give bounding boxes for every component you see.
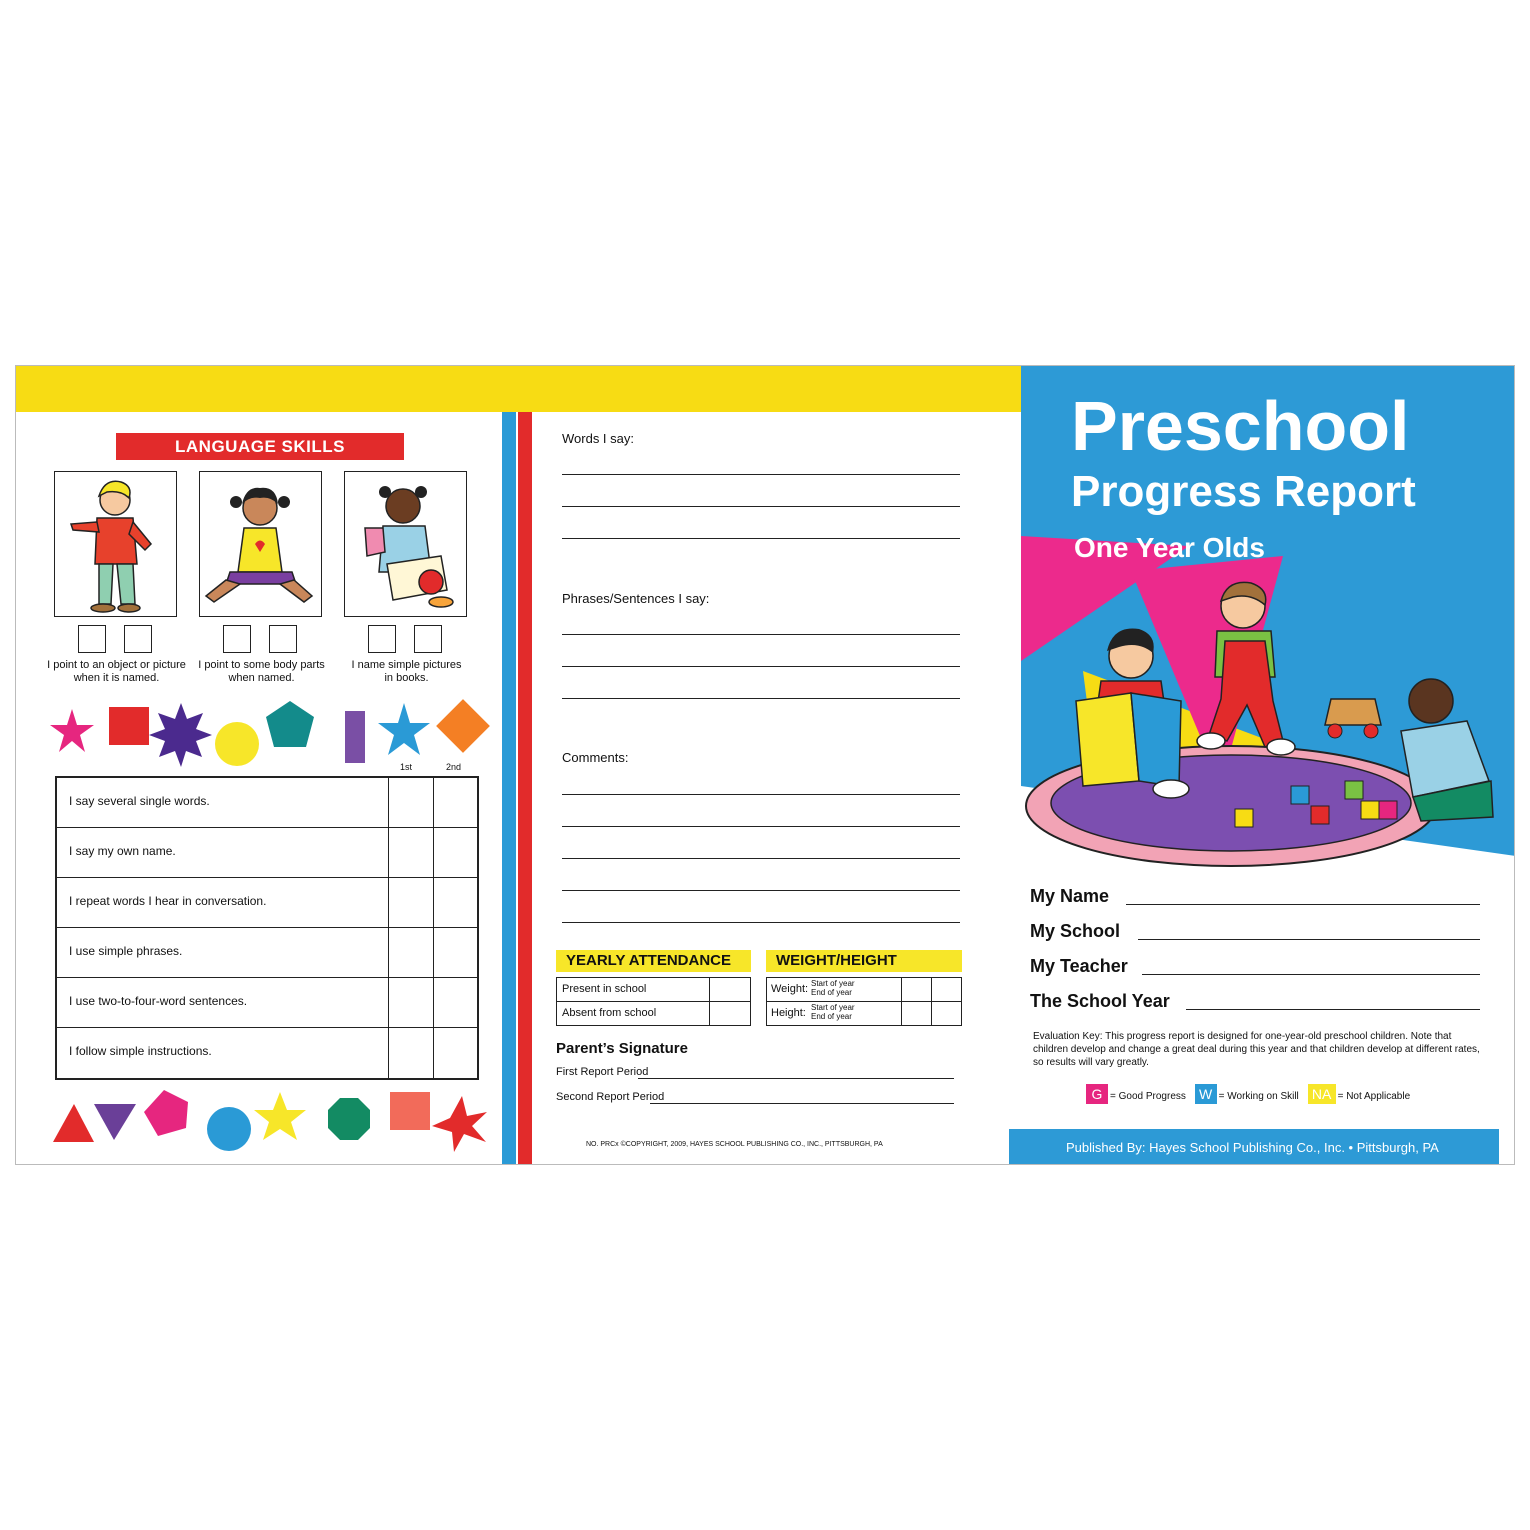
table-row — [57, 778, 477, 828]
phrases-line-1[interactable] — [562, 634, 960, 635]
words-label: Words I say: — [562, 431, 635, 446]
key-na-text: = Not Applicable — [1337, 1091, 1411, 1102]
evaluation-key-text: Evaluation Key: This progress report is designed for one-year-old preschool children. Note that children develop and change a great deal during this year and that children develop at different rates, so results will vary greatly. — [1033, 1031, 1480, 1068]
key-good-text: = Good Progress — [1110, 1091, 1186, 1102]
cover-title-line2: Progress Report — [1071, 467, 1416, 516]
picture-1-checkbox-2nd[interactable] — [124, 625, 152, 653]
cover-subtitle: One Year Olds — [1074, 532, 1265, 563]
words-line-2[interactable] — [562, 506, 960, 507]
picture-2-caption — [189, 659, 334, 685]
caption-line: in books. — [384, 672, 429, 684]
picture-boy-pointing — [54, 471, 177, 617]
weight-sub-end: End of year — [811, 988, 852, 997]
col-divider — [709, 978, 710, 1025]
row-divider — [557, 1001, 750, 1002]
key-working-badge: W — [1195, 1084, 1217, 1104]
second-report-signature-line[interactable] — [650, 1103, 954, 1104]
cover-title-line1: Preschool — [1071, 387, 1410, 465]
comments-line-1[interactable] — [562, 794, 960, 795]
weight-sub-start: Start of year — [811, 979, 855, 988]
skill-label: I use simple phrases. — [69, 944, 183, 958]
picture-girl-sitting — [199, 471, 322, 617]
comments-line-5[interactable] — [562, 922, 960, 923]
attendance-absent-label: Absent from school — [562, 1007, 657, 1019]
skill-checkbox-1st[interactable] — [388, 878, 434, 927]
parent-signature-heading: Parent’s Signature — [556, 1040, 688, 1057]
skill-label: I say my own name. — [69, 844, 176, 858]
caption-line: I name simple pictures — [351, 659, 462, 671]
picture-3-caption — [334, 659, 479, 685]
attendance-present-label: Present in school — [562, 983, 647, 995]
height-label: Height: — [771, 1007, 806, 1019]
caption-line: when named. — [228, 672, 295, 684]
phrases-line-2[interactable] — [562, 666, 960, 667]
words-line-1[interactable] — [562, 474, 960, 475]
publisher-text: Published By: Hayes School Publishing Co., Inc. • Pittsburgh, PA — [1066, 1140, 1439, 1155]
caption-line: I point to an object or picture — [47, 659, 186, 671]
height-sub-end: End of year — [811, 1012, 852, 1021]
comments-line-3[interactable] — [562, 858, 960, 859]
table-row — [57, 978, 477, 1028]
comments-line-2[interactable] — [562, 826, 960, 827]
words-line-3[interactable] — [562, 538, 960, 539]
key-na-badge: NA — [1308, 1084, 1336, 1104]
skill-label: I use two-to-four-word sentences. — [69, 994, 248, 1008]
decorative-shapes-bottom — [44, 1086, 494, 1156]
picture-1-checkbox-1st[interactable] — [78, 625, 106, 653]
skill-label: I follow simple instructions. — [69, 1044, 212, 1058]
skill-checkbox-1st[interactable] — [388, 978, 434, 1027]
attendance-table — [556, 977, 751, 1026]
picture-3-checkbox-1st[interactable] — [368, 625, 396, 653]
first-report-period-label: First Report Period — [556, 1066, 649, 1078]
spine-red-stripe — [518, 412, 532, 1165]
my-name-line[interactable] — [1126, 904, 1480, 905]
skill-checkbox-1st[interactable] — [388, 1028, 434, 1078]
weight-height-table — [766, 977, 962, 1026]
skill-checkbox-1st[interactable] — [388, 828, 434, 877]
copyright-notice: NO. PRCx ©COPYRIGHT, 2009, HAYES SCHOOL PUBLISHING CO., INC., PITTSBURGH, PA — [586, 1141, 883, 1148]
decorative-shapes-top — [44, 699, 494, 769]
language-skills-heading: LANGUAGE SKILLS — [116, 433, 404, 460]
height-sub-start: Start of year — [811, 1003, 855, 1012]
yearly-attendance-heading: YEARLY ATTENDANCE — [556, 950, 751, 972]
picture-3-checkbox-2nd[interactable] — [414, 625, 442, 653]
skill-checkbox-1st[interactable] — [388, 928, 434, 977]
picture-1-caption — [44, 659, 189, 685]
weight-height-heading: WEIGHT/HEIGHT — [766, 950, 962, 972]
key-good-badge: G — [1086, 1084, 1108, 1104]
col-divider — [931, 978, 932, 1025]
my-teacher-label: My Teacher — [1030, 956, 1128, 976]
comments-label: Comments: — [562, 750, 629, 765]
phrases-label: Phrases/Sentences I say: — [562, 591, 710, 606]
spine-blue-stripe — [502, 412, 516, 1165]
column-header-1st: 1st — [400, 762, 413, 772]
my-name-label: My Name — [1030, 886, 1110, 906]
skills-table — [55, 776, 479, 1080]
school-year-label: The School Year — [1030, 991, 1170, 1011]
phrases-line-3[interactable] — [562, 698, 960, 699]
first-report-signature-line[interactable] — [638, 1078, 954, 1079]
skill-label: I say several single words. — [69, 794, 210, 808]
weight-label: Weight: — [771, 983, 809, 995]
col-divider — [901, 978, 902, 1025]
key-working-text: = Working on Skill — [1218, 1091, 1299, 1102]
top-yellow-band — [16, 366, 1021, 412]
table-row — [57, 878, 477, 928]
column-header-2nd: 2nd — [446, 762, 462, 772]
skill-checkbox-1st[interactable] — [388, 778, 434, 827]
second-report-period-label: Second Report Period — [556, 1091, 665, 1103]
my-teacher-line[interactable] — [1142, 974, 1480, 975]
comments-line-4[interactable] — [562, 890, 960, 891]
table-row — [57, 828, 477, 878]
evaluation-key-legend — [1086, 1084, 1410, 1104]
picture-2-checkbox-1st[interactable] — [223, 625, 251, 653]
picture-2-checkbox-2nd[interactable] — [269, 625, 297, 653]
my-school-line[interactable] — [1138, 939, 1480, 940]
report-document — [15, 365, 1515, 1165]
my-school-label: My School — [1030, 921, 1121, 941]
children-playing-illustration — [1021, 581, 1501, 871]
skill-label: I repeat words I hear in conversation. — [69, 894, 267, 908]
picture-child-with-book — [344, 471, 467, 617]
school-year-line[interactable] — [1186, 1009, 1480, 1010]
table-row — [57, 1028, 477, 1078]
caption-line: I point to some body parts — [198, 659, 325, 671]
table-row — [57, 928, 477, 978]
caption-line: when it is named. — [73, 672, 160, 684]
